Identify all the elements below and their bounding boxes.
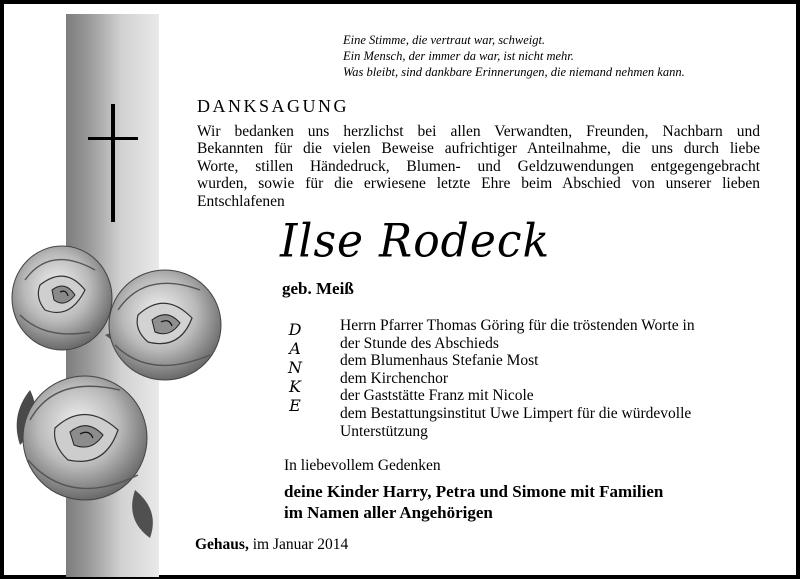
thanks-line: der Gaststätte Franz mit Nicole <box>340 387 534 405</box>
memory-line: In liebevollem Gedenken <box>284 457 441 474</box>
thanks-line: dem Kirchenchor <box>340 369 449 387</box>
danke-letter: A <box>289 339 301 358</box>
intro-line: Bekannten für die vielen Beweise aufrichtiger Anteilnahme, die uns durch liebe <box>197 140 760 158</box>
intro-line: Entschlafenen <box>197 192 285 210</box>
family-line: deine Kinder Harry, Petra und Simone mit Familien <box>284 482 664 501</box>
intro-line: Worte, stillen Händedruck, Blumen- und Geldzuwendungen entgegengebracht <box>197 157 760 175</box>
danke-letter: N <box>288 358 302 377</box>
thanks-line: Herrn Pfarrer Thomas Göring für die tröstenden Worte in <box>340 317 695 334</box>
danke-letter: D <box>288 320 302 339</box>
cross-icon <box>88 104 138 224</box>
family-line: im Namen aller Angehörigen <box>284 503 493 522</box>
danke-vertical <box>285 320 305 415</box>
danke-letter: E <box>289 396 301 415</box>
quote-line: Ein Mensch, der immer da war, ist nicht mehr. <box>343 49 574 63</box>
family-signature <box>284 481 663 523</box>
intro-line: Wir bedanken uns herzlichst bei allen Verwandten, Freunden, Nachbarn und <box>197 123 760 140</box>
intro-paragraph <box>197 123 760 210</box>
thanks-line: der Stunde des Abschieds <box>340 334 499 352</box>
place-date-text: im Januar 2014 <box>248 536 349 553</box>
thanks-line: dem Blumenhaus Stefanie Most <box>340 352 539 370</box>
thanks-line: Unterstützung <box>340 422 428 440</box>
place-town: Gehaus, <box>195 536 249 553</box>
thanks-list <box>340 317 770 440</box>
thanks-line: dem Bestattungsinstitut Uwe Limpert für die würdevolle <box>340 404 692 422</box>
quote-line: Eine Stimme, die vertraut war, schweigt. <box>343 33 546 47</box>
heading-title: DANKSAGUNG <box>197 96 350 116</box>
quote-poem <box>343 32 783 80</box>
roses-image <box>10 240 224 540</box>
place-date <box>195 536 348 554</box>
deceased-name: Ilse Rodeck <box>280 214 551 269</box>
intro-line: wurden, sowie für die erwiesene letzte Ehre beim Abschied von unserer lieben <box>197 175 760 193</box>
quote-line: Was bleibt, sind dankbare Erinnerungen, die niemand nehmen kann. <box>343 65 685 79</box>
danke-letter: K <box>289 377 301 396</box>
maiden-name: geb. Meiß <box>282 279 354 298</box>
